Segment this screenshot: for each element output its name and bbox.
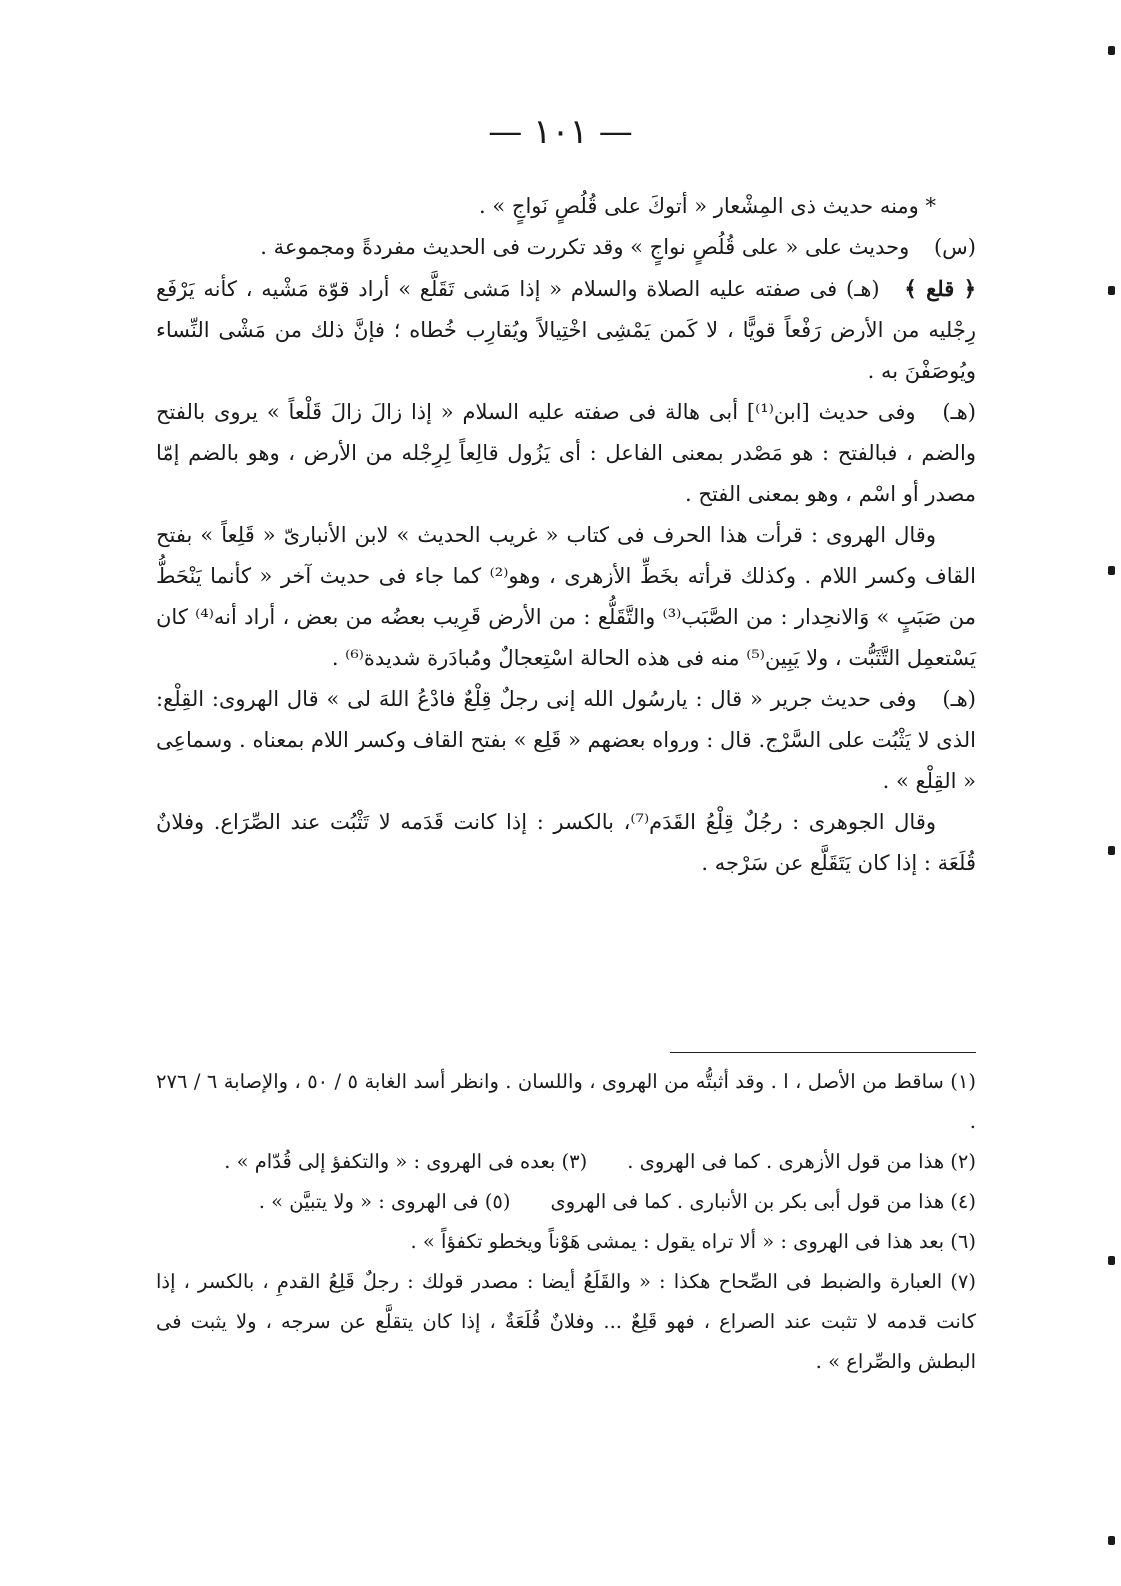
paragraph-jarir [156,679,976,802]
footnote-5: (٥) فى الهروى : « ولا يتبيَّن » . [258,1190,511,1213]
footnotes [156,1062,976,1382]
footnote-row [156,1142,976,1182]
footnote-6: (٦) بعد هذا فى الهروى : « ألا تراه يقول : يمشى هَوْناً ويخطو تكفؤاً » . [410,1230,976,1253]
footnote-7: (٧) العبارة والضبط فى الصِّحاح هكذا : « والقَلَعُ أيضا : مصدر قولك : رجلٌ قَلِعُ القدمِ ، بالكسر ، إذا كانت قدمه لا تثبت عند الصراع ، فهو قَلِعٌ ... وفلانٌ قُلَعَةٌ ، إذا كان يتقلَّع عن سرجه ، ولا يثبت فى البطش والصِّراع » . [156,1270,976,1373]
entry-qal [156,268,976,392]
paragraph-abi-hala [156,392,976,515]
page-number: — ١٠١ — [488,112,633,152]
paragraph-text: * ومنه حديث ذى المِشْعار « أتوكَ على قُلُصٍ نَواجٍ » . [479,194,936,218]
scan-edge-mark [1108,566,1115,575]
main-text [156,186,976,884]
footnote-3: (٣) بعده فى الهروى : « والتكفؤ إلى قُدّام » . [224,1150,588,1173]
paragraph-jawhari [156,802,976,884]
source-tag: (هـ) [942,400,976,424]
paragraph-text: وفى حديث [ابن⁽¹⁾] أبى هالة فى صفته عليه السلام « إذا زالَ زالَ قَلْعاً » يروى بالفتح والضم ، فبالفتح : هو مَصْدر بمعنى الفاعل : أى يَزُول قالِعاً لِرِجْله من الأرض ، وهو بالضم إمّا مصدر أو اسْم ، وهو بمعنى الفتح . [156,400,976,506]
scan-edge-mark [1108,846,1115,855]
scan-edge-mark [1108,1536,1115,1545]
paragraph-dhi-al-mishar [156,186,976,227]
paragraph-text: وقال الهروى : قرأت هذا الحرف فى كتاب « غريب الحديث » لابن الأنبارىّ « قَلِعاً » بفتح القاف وكسر اللام . وكذلك قرأته بخَطِّ الأزهرى ، وهو⁽²⁾ كما جاء فى حديث آخر « كأنما يَنْحَطُّ من صَبَبٍ » وَالانحِدار : من الصَّبَب⁽³⁾ والتَّقَلُّع : من الأرض قَرِيب بعضُه من بعض ، أراد أنه⁽⁴⁾ كان يَسْتعمِل التَّثَبُّت ، ولا يَبِين⁽⁵⁾ منه فى هذه الحالة اسْتِعجالٌ ومُبادَرة شديدة⁽⁶⁾ . [156,523,976,670]
footnote-row [156,1182,976,1222]
entry-headword: ﴿ قلع ﴾ [904,276,976,301]
source-tag: (س) [933,235,976,259]
source-tag: (هـ) [942,687,976,711]
paragraph-ali-hadith [156,227,976,268]
footnote-4: (٤) هذا من قول أبى بكر بن الأنبارى . كما فى الهروى [550,1190,976,1213]
paragraph-text: وفى حديث جرير « قال : يارسُول الله إنى رجلٌ قِلْعٌ فادْعُ اللهَ لى » قال الهروى: القِلْع: الذى لا يَثْبُت على السَّرْج. قال : ورواه بعضهم « قَلِع » بفتح القاف وكسر اللام بمعناه . وسماعِى « القِلْع » . [156,687,976,793]
paragraph-text: (هـ) فى صفته عليه الصلاة والسلام « إذا مَشى تَقَلَّع » أراد قوّة مَشْيه ، كأنه يَرْفَع رِجْليه من الأرض رَفْعاً قويًّا ، لا كَمن يَمْشِى اخْتِيالاً ويُقارِب خُطاه ؛ فإنَّ ذلك من مَشْى النِّساء ويُوصَفْنَ به . [156,277,976,383]
scan-edge-mark [1108,46,1115,55]
footnote-divider [670,1052,976,1053]
footnote-2: (٢) هذا من قول الأزهرى . كما فى الهروى . [627,1150,976,1173]
paragraph-text: وحديث على « على قُلُصٍ نواجٍ » وقد تكررت فى الحديث مفردةً ومجموعة . [260,235,910,259]
paragraph-text: وقال الجوهرى : رجُلٌ قِلْعُ القَدَم⁽⁷⁾، بالكسر : إذا كانت قَدَمه لا تَثْبُت عند الصِّرَاع. وفلانٌ قُلَعَة : إذا كان يَتَقَلَّع عن سَرْجه . [156,810,976,875]
scan-edge-mark [1108,286,1115,295]
scan-edge-mark [1108,1256,1115,1265]
footnote-1: (١) ساقط من الأصل ، ا . وقد أثبتُّه من الهروى ، واللسان . وانظر أسد الغابة ٥ / ٥٠ ، والإصابة ٦ / ٢٧٦ . [156,1070,977,1133]
paragraph-harawi [156,515,976,679]
